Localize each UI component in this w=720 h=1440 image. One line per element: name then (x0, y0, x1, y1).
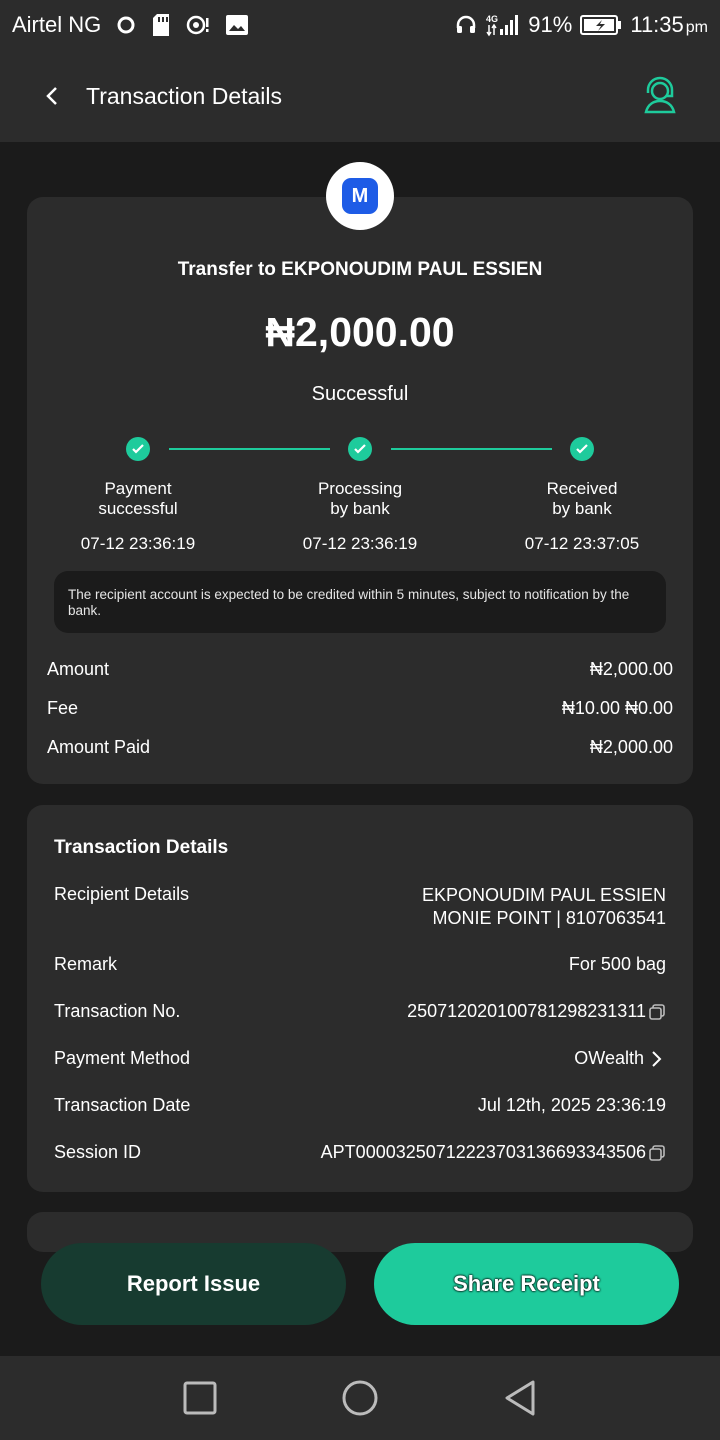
recipient-name: EKPONOUDIM PAUL ESSIEN (421, 885, 666, 905)
bank-logo (326, 162, 394, 230)
step-label-payment (53, 479, 223, 519)
battery-percent: 91% (528, 12, 573, 37)
copy-icon[interactable] (648, 1003, 666, 1021)
chevron-right-icon (646, 1050, 666, 1068)
row-value (321, 1142, 666, 1163)
step-label-processing (275, 479, 445, 519)
step-time: 07-12 23:36:19 (302, 534, 418, 553)
chevron-left-icon (45, 85, 59, 107)
row-value: ₦10.00 ₦0.00 (561, 698, 673, 718)
transaction-date-row (54, 1095, 666, 1116)
credit-notice: The recipient account is expected to be credited within 5 minutes, subject to notification by the bank. (54, 571, 666, 633)
status-bar (0, 0, 720, 50)
row-label: Fee (47, 698, 79, 718)
sync-icon (115, 14, 137, 36)
back-button[interactable] (40, 84, 64, 108)
step-label-line: by bank (330, 499, 390, 518)
remark-row (54, 954, 666, 975)
hotspot-icon (185, 14, 211, 36)
clock-time: 11:35 (630, 12, 684, 37)
step-check-icon (126, 437, 150, 461)
row-value: ₦2,000.00 (589, 737, 673, 757)
clock (630, 12, 708, 38)
share-receipt-button[interactable]: Share Receipt (374, 1243, 679, 1325)
row-label: Remark (54, 954, 118, 974)
report-issue-button[interactable]: Report Issue (41, 1243, 346, 1325)
step-label-line: Processing (317, 479, 403, 498)
image-icon (225, 14, 249, 36)
row-label: Recipient Details (54, 884, 190, 904)
recipient-bank: MONIE POINT | 8107063541 (432, 908, 666, 928)
system-nav-bar (0, 1356, 720, 1440)
row-label: Payment Method (54, 1048, 191, 1068)
fee-row (47, 698, 673, 719)
svg-text:4G: 4G (486, 14, 499, 24)
transaction-summary-card (27, 197, 693, 784)
row-value: Jul 12th, 2025 23:36:19 (477, 1095, 666, 1115)
app-header (0, 50, 720, 142)
step-time: 07-12 23:36:19 (80, 534, 196, 553)
page-title: Transaction Details (86, 82, 283, 109)
step-check-icon (348, 437, 372, 461)
step-label-line: Payment (104, 479, 172, 498)
transfer-recipient-title: Transfer to EKPONOUDIM PAUL ESSIEN (177, 259, 543, 280)
signal-icon (486, 13, 520, 37)
clock-suffix: pm (685, 19, 708, 36)
triangle-back-icon (503, 1379, 537, 1417)
row-label: Session ID (54, 1142, 142, 1162)
recipient-row (54, 884, 666, 930)
step-time: 07-12 23:37:05 (524, 534, 640, 553)
transaction-details-card (27, 805, 693, 1192)
session-id-row (54, 1142, 666, 1163)
copy-icon[interactable] (648, 1144, 666, 1162)
step-label-line: successful (98, 499, 178, 518)
row-label: Transaction No. (54, 1001, 181, 1021)
step-label-line: by bank (552, 499, 612, 518)
sd-card-icon (151, 13, 171, 37)
battery-charging-icon (580, 14, 622, 36)
progress-line-2 (391, 448, 552, 450)
recipient-value (422, 884, 666, 930)
carrier-name: Airtel NG (12, 12, 102, 37)
step-label-line: Received (546, 479, 618, 498)
payment-method-row[interactable] (54, 1048, 666, 1069)
transfer-amount: ₦2,000.00 (265, 309, 455, 355)
circle-icon (341, 1379, 379, 1417)
support-agent-icon (640, 76, 680, 116)
transaction-status: Successful (311, 383, 409, 405)
customer-support-button[interactable] (640, 76, 680, 116)
row-value: For 500 bag (568, 954, 666, 974)
row-value (407, 1001, 666, 1022)
transaction-number-row (54, 1001, 666, 1022)
amount-paid-row (47, 737, 673, 758)
row-label: Amount Paid (47, 737, 151, 757)
home-button[interactable] (340, 1378, 380, 1418)
row-label: Amount (47, 659, 110, 679)
payment-method: OWealth (574, 1048, 644, 1068)
row-label: Transaction Date (54, 1095, 191, 1115)
headset-icon (454, 13, 478, 37)
recents-button[interactable] (180, 1378, 220, 1418)
bank-logo-mark: M (342, 178, 378, 214)
details-title: Transaction Details (54, 837, 229, 858)
step-label-received (497, 479, 667, 519)
row-value (574, 1048, 666, 1069)
square-icon (183, 1381, 217, 1415)
session-id: APT000032507122237031366933435​06 (320, 1142, 646, 1162)
row-value: ₦2,000.00 (589, 659, 673, 679)
step-check-icon (570, 437, 594, 461)
progress-line-1 (169, 448, 330, 450)
amount-row (47, 659, 673, 680)
transaction-number: 250712020100781298231311 (407, 1001, 646, 1021)
back-nav-button[interactable] (500, 1378, 540, 1418)
